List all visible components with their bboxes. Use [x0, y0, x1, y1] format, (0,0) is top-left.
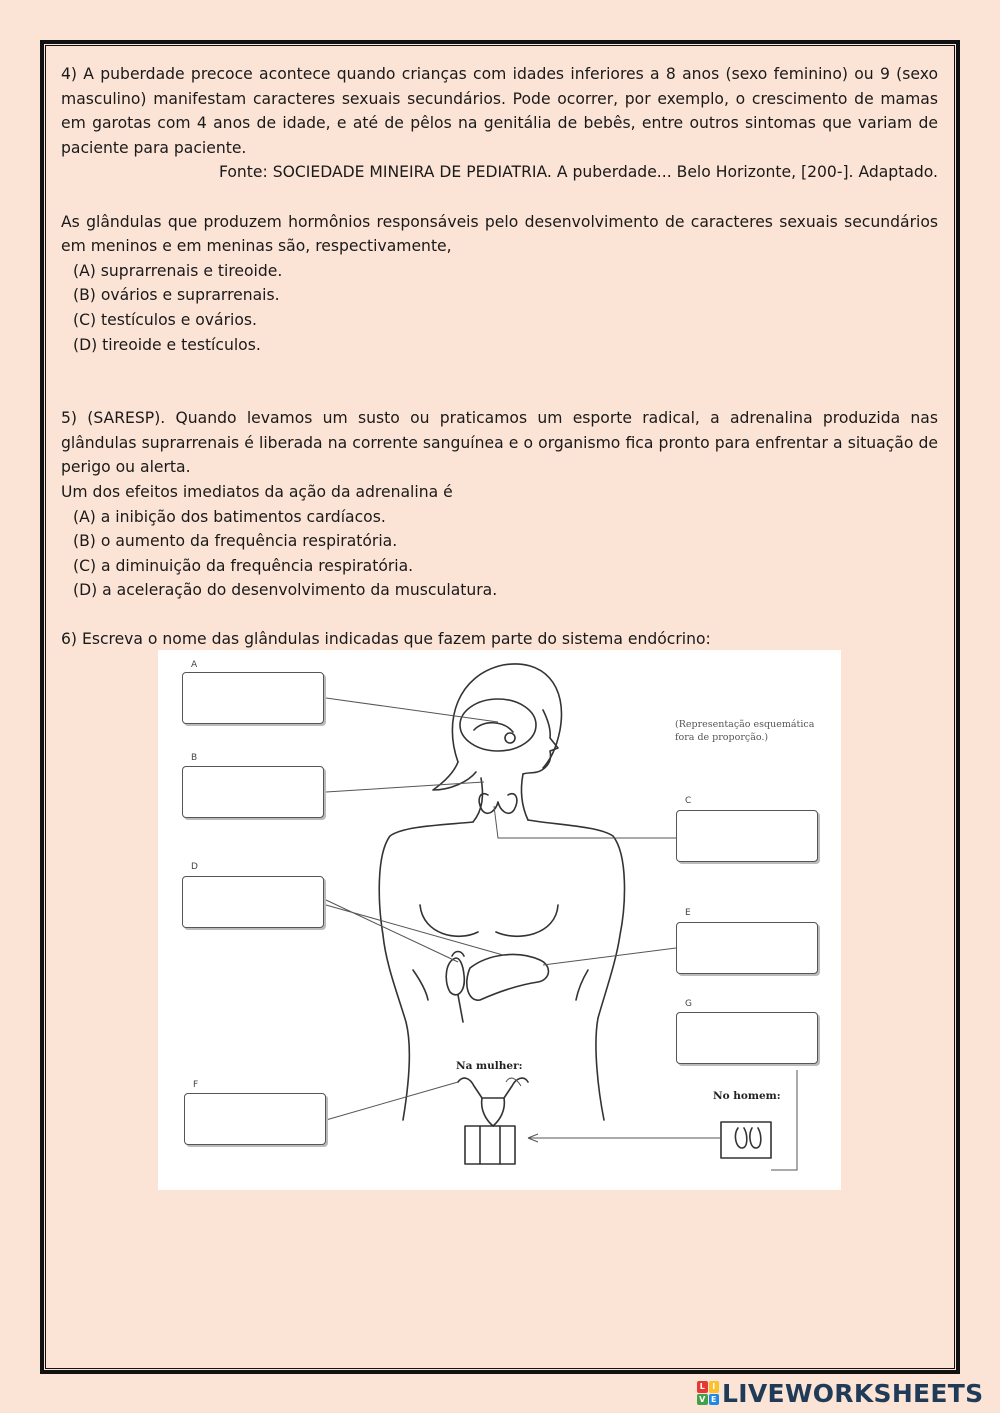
question-5-option-b[interactable]: (B) o aumento da frequência respiratória.: [73, 532, 398, 551]
answer-box-d[interactable]: [182, 876, 324, 928]
question-4-prompt: As glândulas que produzem hormônios responsáveis pelo desenvolvimento de caracteres sexuais secundários em meninos e em meninas são, respectivamente,: [61, 212, 938, 256]
answer-box-e[interactable]: [676, 922, 818, 974]
question-4-option-d[interactable]: (D) tireoide e testículos.: [73, 335, 261, 354]
question-5-option-a[interactable]: (A) a inibição dos batimentos cardíacos.: [73, 507, 386, 526]
question-4-option-a[interactable]: (A) suprarrenais e tireoide.: [73, 261, 283, 280]
answer-box-b[interactable]: [182, 766, 324, 818]
label-a: A: [191, 660, 198, 670]
question-6-text: 6) Escreva o nome das glândulas indicadas que fazem parte do sistema endócrino:: [61, 630, 711, 649]
question-4: [61, 62, 938, 357]
answer-box-f[interactable]: [184, 1093, 326, 1145]
label-e: E: [685, 908, 691, 918]
question-5-option-d[interactable]: (D) a aceleração do desenvolvimento da musculatura.: [73, 581, 498, 600]
label-f: F: [193, 1080, 199, 1090]
answer-box-c[interactable]: [676, 810, 818, 862]
question-4-text: 4) A puberdade precoce acontece quando crianças com idades inferiores a 8 anos (sexo feminino) ou 9 (sexo masculino) manifestam caracteres sexuais secundários. Pode ocorrer, por exemplo, o crescimento de mamas em garotas com 4 anos de idade, e até de pêlos na genitália de bebês, entre outros sintomas que variam de paciente para paciente.: [61, 65, 938, 157]
question-4-option-b[interactable]: (B) ovários e suprarrenais.: [73, 286, 280, 305]
label-g: G: [685, 999, 692, 1009]
question-4-source: Fonte: SOCIEDADE MINEIRA DE PEDIATRIA. A puberdade... Belo Horizonte, [200-]. Adaptado.: [218, 163, 938, 182]
man-caption: No homem:: [713, 1090, 781, 1102]
answer-box-a[interactable]: [182, 672, 324, 724]
brand-name: LIVEWORKSHEETS: [722, 1378, 984, 1408]
question-5: [61, 406, 938, 603]
answer-box-g[interactable]: [676, 1012, 818, 1064]
question-5-prompt: Um dos efeitos imediatos da ação da adrenalina é: [61, 482, 453, 501]
worksheet-content: [61, 62, 938, 652]
question-5-option-c[interactable]: (C) a diminuição da frequência respiratória.: [73, 556, 414, 575]
liveworksheets-brand: [697, 1377, 983, 1409]
figure-note: (Representação esquemática fora de proporção.): [675, 719, 815, 743]
label-d: D: [191, 862, 198, 872]
endocrine-system-figure: [158, 650, 841, 1190]
woman-caption: Na mulher:: [456, 1060, 523, 1072]
label-c: C: [685, 796, 692, 806]
liveworksheets-logo-icon: L I V E: [697, 1381, 719, 1405]
question-5-text: 5) (SARESP). Quando levamos um susto ou praticamos um esporte radical, a adrenalina produzida nas glândulas suprarrenais é liberada na corrente sanguínea e o organismo fica pronto para enfrentar a situação de perigo ou alerta.: [61, 409, 938, 477]
question-4-option-c[interactable]: (C) testículos e ovários.: [73, 310, 257, 329]
label-b: B: [191, 753, 198, 763]
